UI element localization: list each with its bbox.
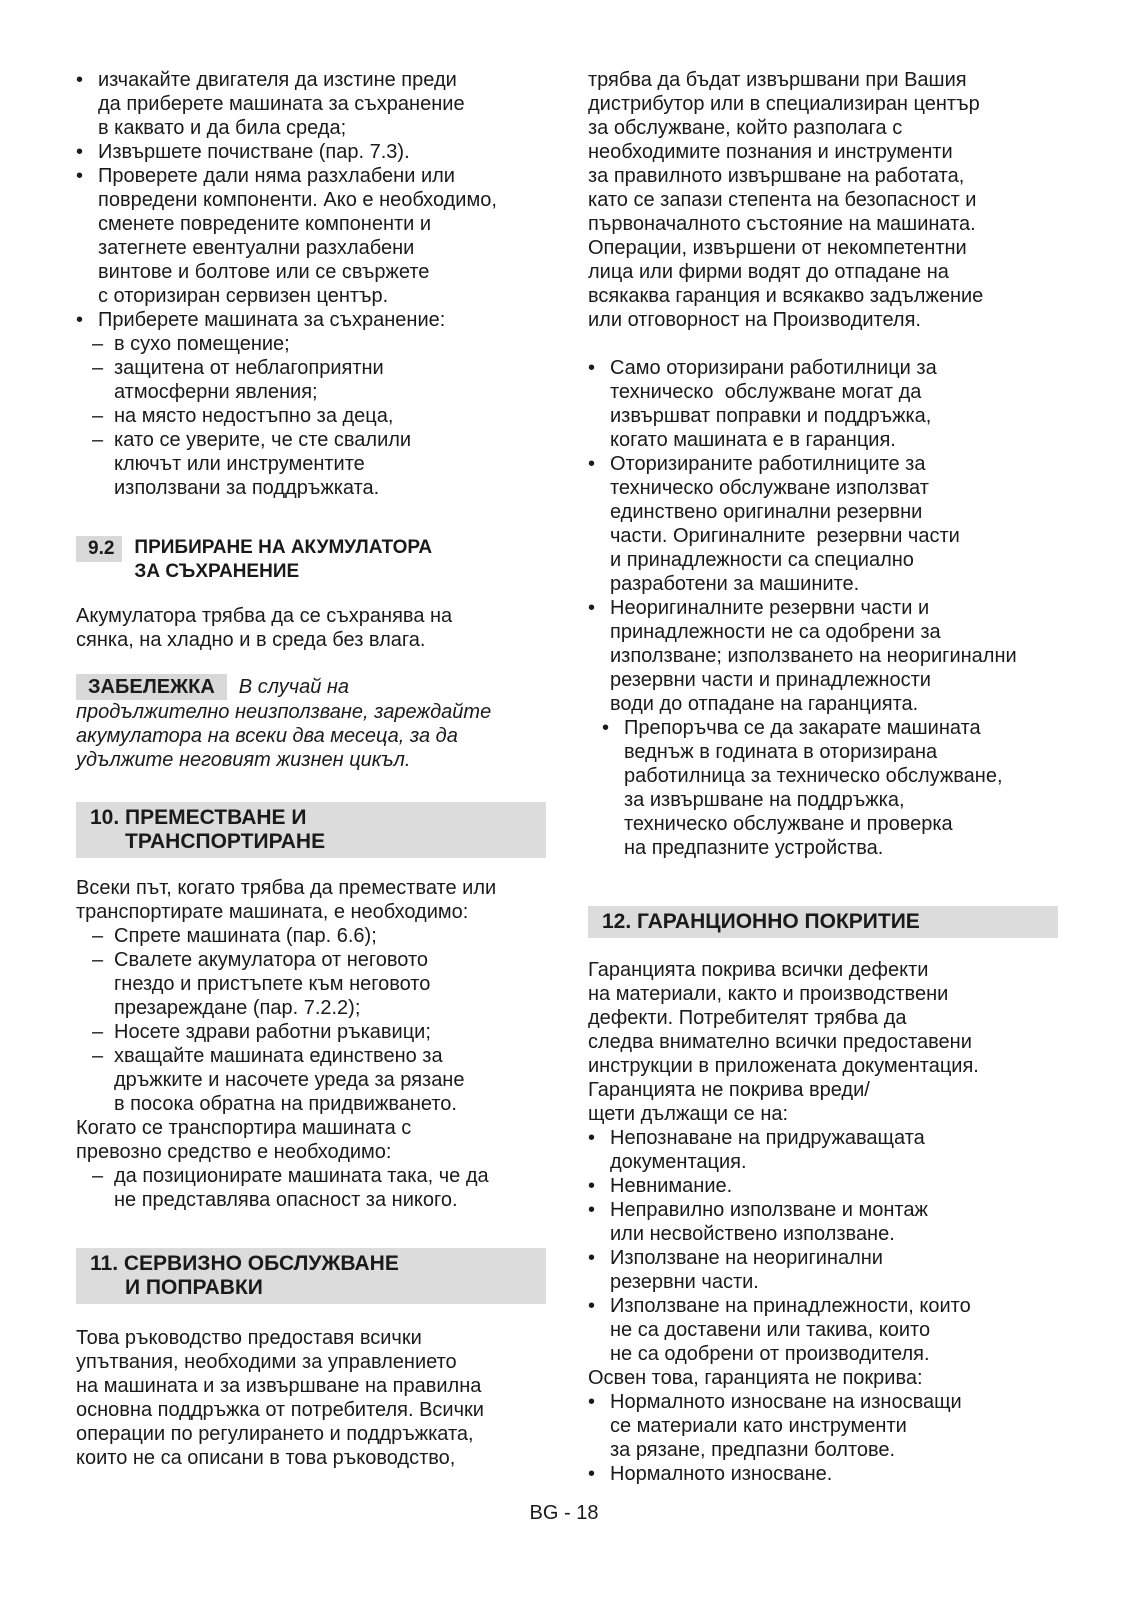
dash-marker: – <box>92 925 104 947</box>
text-line: удължите неговият жизнен цикъл. <box>76 749 411 771</box>
text-line: Невнимание. <box>610 1175 733 1197</box>
warranty-paragraph <box>588 958 1058 1126</box>
list-item <box>76 68 546 140</box>
bullet-icon: • <box>588 1247 596 1269</box>
text-line: Гаранцията не покрива вреди/ <box>588 1079 870 1101</box>
text-line: Спрете машината (пар. 6.6); <box>114 925 377 947</box>
text-line: документация. <box>610 1151 747 1173</box>
section-10-paragraph <box>76 876 546 924</box>
subsection-title <box>134 536 432 584</box>
text-line: Препоръчва се да закарате машината <box>624 717 981 739</box>
text-line: 10. ПРЕМЕСТВАНЕ И <box>90 806 307 829</box>
list-item <box>588 716 1058 860</box>
note-first-line: В случай на <box>238 676 350 698</box>
text-line: транспортирате машината, е необходимо: <box>76 901 469 923</box>
text-line: Освен това, гаранцията не покрива: <box>588 1367 923 1389</box>
text-line: принадлежности не са одобрени за <box>610 621 941 643</box>
battery-storage-paragraph <box>76 604 546 652</box>
list-item <box>588 1294 1058 1366</box>
warranty-bullet-list <box>588 1126 1058 1366</box>
text-line: изчакайте двигателя да изстине преди <box>98 69 457 91</box>
text-line: 11. СЕРВИЗНО ОБСЛУЖВАНЕ <box>90 1252 399 1275</box>
bullet-icon: • <box>76 69 84 91</box>
text-line: трябва да бъдат извършвани при Вашия <box>588 69 967 91</box>
text-line: като се запази степента на безопасност и <box>588 189 977 211</box>
text-line: извършват поправки и поддръжка, <box>610 405 932 427</box>
bullet-icon: • <box>588 1463 596 1485</box>
dash-marker: – <box>92 1045 104 1067</box>
text-line: винтове и болтове или се свържете <box>98 261 430 283</box>
text-line: щети дължащи се на: <box>588 1103 789 1125</box>
text-line: в посока обратна на придвижването. <box>114 1093 457 1115</box>
dash-marker: – <box>92 357 104 379</box>
text-line: се материали като инструменти <box>610 1415 907 1437</box>
text-line: резервни части и принадлежности <box>610 669 931 691</box>
text-line: Приберете машината за съхранение: <box>98 309 446 331</box>
text-line: Всеки път, когато трябва да премествате или <box>76 877 497 899</box>
text-line: техническо обслужване използват <box>610 477 929 499</box>
text-line: операции по регулирането и поддръжката, <box>76 1423 474 1445</box>
dash-marker: – <box>92 949 104 971</box>
text-line: Неправилно използване и монтаж <box>610 1199 928 1221</box>
bullet-icon: • <box>588 1175 596 1197</box>
text-line: на машината и за извършване на правилна <box>76 1375 482 1397</box>
text-line: затегнете евентуални разхлабени <box>98 237 415 259</box>
bullet-icon: • <box>76 141 84 163</box>
text-line: ПРИБИРАНЕ НА АКУМУЛАТОРА <box>134 537 433 558</box>
warranty-bullet-list-2 <box>588 1390 1058 1486</box>
note-block <box>76 674 546 772</box>
text-line: не са доставени или такива, които <box>610 1319 931 1341</box>
section-10-dash-list-2 <box>54 1164 546 1212</box>
text-line: за извършване на поддръжка, <box>624 789 905 811</box>
bullet-icon: • <box>76 309 84 331</box>
bullet-icon: • <box>588 597 596 619</box>
text-line: необходимите познания и инструменти <box>588 141 953 163</box>
list-item <box>54 404 546 428</box>
text-line: като се уверите, че сте свалили <box>114 429 412 451</box>
note-label: ЗАБЕЛЕЖКА <box>76 674 227 700</box>
text-line: дистрибутор или в специализиран център <box>588 93 980 115</box>
bullet-icon: • <box>588 1199 596 1221</box>
text-line: и принадлежности са специално <box>610 549 914 571</box>
text-line: Само оторизирани работилници за <box>610 357 937 379</box>
list-item <box>54 948 546 1020</box>
section-11-heading <box>76 1248 546 1304</box>
text-line: разработени за машините. <box>610 573 860 595</box>
list-item <box>588 1390 1058 1462</box>
text-line: техническо обслужване могат да <box>610 381 922 403</box>
text-line: веднъж в годината в оторизирана <box>624 741 938 763</box>
text-line: първоначалното състояние на машината. <box>588 213 976 235</box>
section-10-paragraph-2 <box>76 1116 546 1164</box>
text-line: използвани за поддръжката. <box>114 477 380 499</box>
text-line: продължително неизползване, зареждайте <box>76 701 492 723</box>
text-line: акумулатора на всеки два месеца, за да <box>76 725 458 747</box>
dash-marker: – <box>92 1021 104 1043</box>
text-line: за правилното извършване на работата, <box>588 165 965 187</box>
text-line: използване; използването на неоригинални <box>610 645 1017 667</box>
list-item <box>588 1246 1058 1294</box>
text-line: на материали, както и производствени <box>588 983 949 1005</box>
text-line: Нормалното износване. <box>610 1463 833 1485</box>
text-line: основна поддръжка от потребителя. Всички <box>76 1399 484 1421</box>
list-item <box>588 596 1058 716</box>
text-line: техническо обслужване и проверка <box>624 813 953 835</box>
text-line: следва внимателно всички предоставени <box>588 1031 972 1053</box>
warranty-paragraph-2 <box>588 1366 1058 1390</box>
text-line: презареждане (пар. 7.2.2); <box>114 997 361 1019</box>
service-paragraph <box>588 68 1058 332</box>
text-line: гнездо и пристъпете към неговото <box>114 973 431 995</box>
subsection-number: 9.2 <box>76 536 122 562</box>
list-item <box>76 140 546 164</box>
list-item <box>54 1164 546 1212</box>
storage-dash-list <box>54 332 546 500</box>
text-line: да позиционирате машината така, че да <box>114 1165 489 1187</box>
text-line: Използване на принадлежности, които <box>610 1295 971 1317</box>
text-line: Използване на неоригинални <box>610 1247 883 1269</box>
list-item <box>588 356 1058 452</box>
text-line: Непознаване на придружаващата <box>610 1127 925 1149</box>
left-column <box>76 68 546 1470</box>
note-text <box>76 700 546 772</box>
bullet-icon: • <box>76 165 84 187</box>
text-line: Гаранцията покрива всички дефекти <box>588 959 929 981</box>
intro-bullet-list <box>76 68 546 332</box>
text-line: или несвойствено използване. <box>610 1223 895 1245</box>
list-item <box>54 428 546 500</box>
list-item <box>76 164 546 308</box>
bullet-icon: • <box>588 1127 596 1149</box>
text-line: резервни части. <box>610 1271 759 1293</box>
bullet-icon: • <box>588 357 596 379</box>
text-line: Неоригиналните резервни части и <box>610 597 930 619</box>
service-bullet-list <box>588 356 1058 716</box>
bullet-icon: • <box>602 717 610 739</box>
section-12-heading <box>588 906 1058 938</box>
list-item <box>54 924 546 948</box>
text-line: превозно средство е необходимо: <box>76 1141 392 1163</box>
text-line: с оторизиран сервизен център. <box>98 285 389 307</box>
text-line: Проверете дали няма разхлабени или <box>98 165 455 187</box>
text-line: Когато се транспортира машината с <box>76 1117 412 1139</box>
section-11-paragraph <box>76 1326 546 1470</box>
text-line: ЗА СЪХРАНЕНИЕ <box>134 561 300 582</box>
text-line: води до отпадане на гаранцията. <box>610 693 919 715</box>
list-item <box>76 308 546 332</box>
text-line: защитена от неблагоприятни <box>114 357 384 379</box>
text-line: части. Оригиналните резервни части <box>610 525 960 547</box>
text-line: които не са описани в това ръководство, <box>76 1447 456 1469</box>
text-line: Нормалното износване на износващи <box>610 1391 962 1413</box>
text-line: Операции, извършени от некомпетентни <box>588 237 967 259</box>
dash-marker: – <box>92 333 104 355</box>
text-line: Това ръководство предоставя всички <box>76 1327 422 1349</box>
list-item <box>588 1198 1058 1246</box>
list-item <box>54 332 546 356</box>
text-line: Носете здрави работни ръкавици; <box>114 1021 431 1043</box>
text-line: дефекти. Потребителят трябва да <box>588 1007 907 1029</box>
text-line: Извършете почистване (пар. 7.3). <box>98 141 410 163</box>
text-line: атмосферни явления; <box>114 381 318 403</box>
text-line: да приберете машината за съхранение <box>98 93 465 115</box>
list-item <box>54 356 546 404</box>
text-line: лица или фирми водят до отпадане на <box>588 261 949 283</box>
text-line: упътвания, необходими за управлението <box>76 1351 457 1373</box>
text-line: не представлява опасност за никого. <box>114 1189 458 1211</box>
page-number: BG - 18 <box>529 1502 599 1524</box>
dash-marker: – <box>92 1165 104 1187</box>
text-line: на място недостъпно за деца, <box>114 405 394 427</box>
text-line: всякаква гаранция и всякакво задължение <box>588 285 984 307</box>
text-line: Акумулатора трябва да се съхранява на <box>76 605 453 627</box>
list-item <box>54 1020 546 1044</box>
list-item <box>588 1462 1058 1486</box>
text-line: сянка, на хладно и в среда без влага. <box>76 629 426 651</box>
text-line: за рязане, предпазни болтове. <box>610 1439 896 1461</box>
list-item <box>54 1044 546 1116</box>
text-line: работилница за техническо обслужване, <box>624 765 1003 787</box>
section-10-heading <box>76 802 546 858</box>
text-line: инструкции в приложената документация. <box>588 1055 979 1077</box>
bullet-icon: • <box>588 1295 596 1317</box>
text-line: за обслужване, който разполага с <box>588 117 903 139</box>
text-line: ТРАНСПОРТИРАНЕ <box>90 830 326 853</box>
text-line: дръжките и насочете уреда за рязане <box>114 1069 465 1091</box>
bullet-icon: • <box>588 453 596 475</box>
section-12-title: 12. ГАРАНЦИОННО ПОКРИТИЕ <box>602 910 920 933</box>
bullet-icon: • <box>588 1391 596 1413</box>
dash-marker: – <box>92 405 104 427</box>
text-line: единствено оригинални резервни <box>610 501 923 523</box>
text-line: И ПОПРАВКИ <box>90 1276 263 1299</box>
text-line: хващайте машината единствено за <box>114 1045 443 1067</box>
subsection-9-2-heading <box>76 536 546 584</box>
dash-marker: – <box>92 429 104 451</box>
text-line: в каквато и да била среда; <box>98 117 347 139</box>
text-line: ключът или инструментите <box>114 453 365 475</box>
list-item <box>588 1126 1058 1174</box>
list-item <box>588 452 1058 596</box>
text-line: когато машината е в гаранция. <box>610 429 896 451</box>
text-line: в сухо помещение; <box>114 333 290 355</box>
text-line: не са одобрени от производителя. <box>610 1343 930 1365</box>
section-10-dash-list <box>54 924 546 1116</box>
text-line: Свалете акумулатора от неговото <box>114 949 429 971</box>
text-line: сменете повредените компоненти и <box>98 213 432 235</box>
right-column <box>588 68 1058 1486</box>
text-line: Оторизираните работилниците за <box>610 453 926 475</box>
list-item <box>588 1174 1058 1198</box>
text-line: повредени компоненти. Ако е необходимо, <box>98 189 497 211</box>
text-line: на предпазните устройства. <box>624 837 884 859</box>
text-line: или отговорност на Производителя. <box>588 309 921 331</box>
service-indented-bullet <box>588 716 1058 860</box>
